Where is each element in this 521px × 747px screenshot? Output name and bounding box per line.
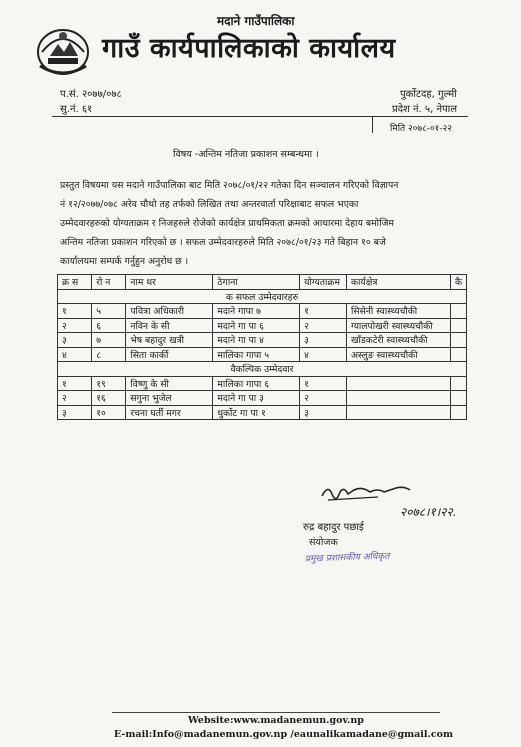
table-cell: २: [300, 391, 347, 406]
table-cell: ३: [58, 405, 92, 420]
table-cell: २: [58, 391, 92, 406]
header-cell: रो न: [92, 275, 126, 290]
header-cell: नाम थर: [126, 275, 213, 290]
table-cell: मदाने गा पा ३: [213, 391, 300, 406]
table-cell: [450, 318, 466, 333]
table-row: [58, 304, 467, 319]
results-table: [57, 274, 467, 420]
table-cell: सगुना भुजेल: [126, 391, 213, 406]
table-cell: १०: [92, 405, 126, 420]
table-cell: [450, 333, 466, 348]
table-cell: १: [58, 376, 92, 391]
section-title: क सफल उम्मेदवारहरु: [58, 289, 467, 304]
footer-divider: [112, 712, 440, 713]
table-cell: [450, 347, 466, 362]
table-cell: सिता कार्की: [126, 347, 213, 362]
header-cell: कार्यक्षेत्र: [347, 275, 451, 290]
table-cell: ६: [92, 318, 126, 333]
table-cell: २: [300, 318, 347, 333]
table-cell: [347, 376, 451, 391]
table-cell: [450, 405, 466, 420]
table-cell: मदाने गा पा ४: [213, 333, 300, 348]
header-cell: कै: [450, 275, 466, 290]
official-stamp: प्रमुख प्रशासकीय अधिकृत: [304, 551, 390, 565]
signature-date: २०७८।१।२२.: [400, 505, 457, 519]
table-row: [58, 405, 467, 420]
table-cell: १९: [92, 376, 126, 391]
table-cell: सिसेनी स्वास्थ्यचौकी: [347, 304, 451, 319]
section-row: [58, 289, 467, 304]
signer-role: संयोजक: [309, 537, 338, 548]
section-row: [58, 362, 467, 377]
signer-name: रुद्र बहादुर पछाई: [303, 522, 364, 533]
table-row: [58, 391, 467, 406]
table-cell: १: [300, 376, 347, 391]
table-row: [58, 376, 467, 391]
municipality-name: मदाने गाउँपालिका: [217, 14, 295, 28]
table-cell: [450, 391, 466, 406]
table-cell: [347, 391, 451, 406]
header-cell: क्र स: [58, 275, 92, 290]
table-cell: मदाने गा पा ६: [213, 318, 300, 333]
table-cell: ३: [58, 333, 92, 348]
footer-website: Website:www.madanemun.gov.np: [188, 715, 364, 726]
letter-date: मिति २०७८-०१-२२: [390, 124, 452, 134]
table-cell: भेष बहादुर खत्री: [126, 333, 213, 348]
nepal-emblem-icon: [34, 22, 92, 82]
table-row: [58, 333, 467, 348]
address-line-1: पुर्कोटदह, गुल्मी: [400, 89, 457, 100]
table-cell: १६: [92, 391, 126, 406]
table-row: [58, 347, 467, 362]
table-cell: मालिका गापा ५: [213, 347, 300, 362]
body-line: कार्यालयमा सम्पर्क गर्नुहुन अनुरोध छ ।: [60, 256, 189, 267]
table-cell: नविन के सी: [126, 318, 213, 333]
header-cell: ठेगाना: [213, 275, 300, 290]
table-cell: ८: [92, 347, 126, 362]
table-row: [58, 318, 467, 333]
table-cell: ५: [92, 304, 126, 319]
header-cell: योग्यताक्रम: [300, 275, 347, 290]
table-cell: अस्लुङ स्वास्थ्यचौकी: [347, 347, 451, 362]
table-cell: १: [58, 304, 92, 319]
table-cell: ग्यालपोखरी स्वास्थ्यचौकी: [347, 318, 451, 333]
address-line-2: प्रदेश नं. ५, नेपाल: [392, 104, 458, 115]
table-cell: [450, 304, 466, 319]
table-cell: १: [300, 304, 347, 319]
table-cell: विष्णु के सी: [126, 376, 213, 391]
table-header-row: [58, 275, 467, 290]
body-line: अन्तिम नतिजा प्रकाशन गरिएको छ । सफल उम्मेदवारहरुले मिति २०७८/०१/२३ गते बिहान १० बजे: [60, 237, 386, 248]
subject-line: विषय -अन्तिम नतिजा प्रकाशन सम्बन्धमा ।: [173, 149, 319, 160]
body-line: प्रस्तुत विषयमा यस मदाने गाउँपालिका बाट मिति २०७८/०१/२२ गतेका दिन सञ्चालन गरिएको विज्ञापन: [60, 180, 399, 191]
table-cell: धुर्कोट गा पा १: [213, 405, 300, 420]
dispatch-number: सु.नं. ६१: [60, 104, 93, 115]
table-cell: ४: [300, 347, 347, 362]
table-cell: ३: [300, 405, 347, 420]
table-cell: पवित्रा अधिकारी: [126, 304, 213, 319]
body-line: नं १२/२०७७/०७८ अरेव चौथो तह तर्फको लिखित तथा अन्तरवार्ता परिक्षाबाट सफल भएका: [60, 199, 359, 210]
fiscal-year: प.सं. २०७७/०७८: [60, 89, 122, 100]
table-cell: ७: [92, 333, 126, 348]
table-cell: २: [58, 318, 92, 333]
table-cell: [347, 405, 451, 420]
table-cell: मदाने गापा ७: [213, 304, 300, 319]
office-title: गाउँ कार्यपालिकाको कार्यालय: [102, 33, 396, 64]
table-cell: मालिका गापा ६: [213, 376, 300, 391]
handwritten-signature-icon: [318, 480, 413, 508]
table-cell: ४: [58, 347, 92, 362]
table-cell: ३: [300, 333, 347, 348]
section-title: वैकल्पिक उम्मेदवार: [58, 362, 467, 377]
table-cell: खाँडकटेरी स्वास्थ्यचौकी: [347, 333, 451, 348]
footer-email: E-mail:Info@madanemun.gov.np /eaunalikamadane@gmail.com: [114, 729, 454, 740]
body-line: उम्मेदवारहरुको योग्यताक्रम र निजहरुले रोजेको कार्यक्षेत्र प्राथमिकता क्रमको आधारमा देहाय बमोजिम: [60, 218, 394, 229]
table-cell: रचना घर्ती मगर: [126, 405, 213, 420]
table-cell: [450, 376, 466, 391]
